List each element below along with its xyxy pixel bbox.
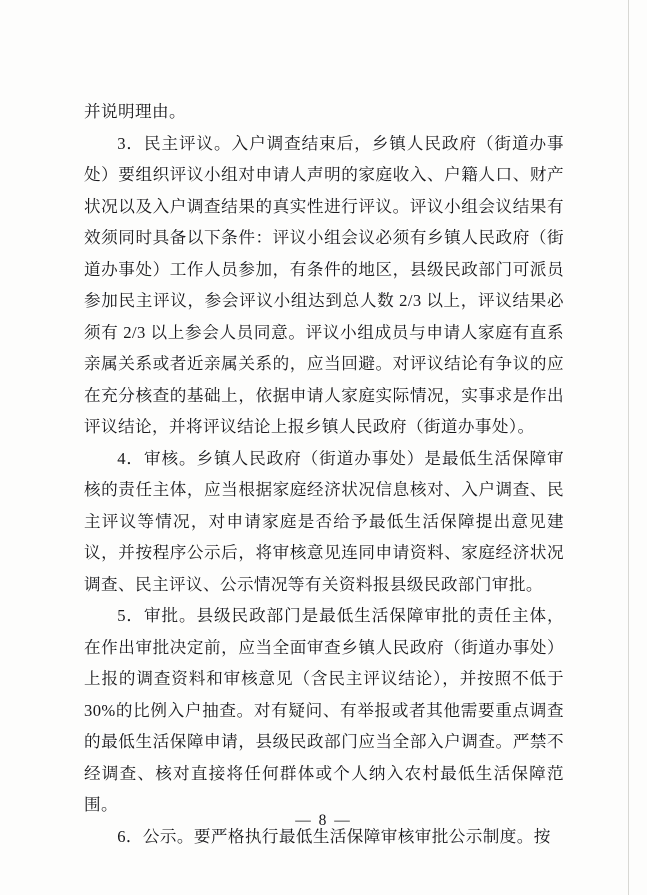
- page-footer: [0, 812, 647, 830]
- paragraph-item-3: 3．民主评议。入户调查结束后，乡镇人民政府（街道办事处）要组织评议小组对申请人声明的家庭收入、户籍人口、财产状况以及入户调查结果的真实性进行评议。评议小组会议结果有效须同时具备以下条件：评议小组会议必须有乡镇人民政府（街道办事处）工作人员参加，有条件的地区，县级民政部门可派员参加民主评议，参会评议小组达到总人数 2/3 以上，评议结果必须有 2/3 以上参会人员同意。评议小组成员与申请人家庭有直系亲属关系或者近亲属关系的，应当回避。对评议结论有争议的应在充分核查的基础上，依据申请人家庭实际情况，实事求是作出评议结论，并将评议结论上报乡镇人民政府（街道办事处）。: [84, 133, 564, 436]
- paragraph-item-6: 6．公示。要严格执行最低生活保障审核审批公示制度。按: [117, 826, 551, 846]
- paragraph-continuation: 并说明理由。: [84, 102, 186, 121]
- paragraph-item-4: 4．审核。乡镇人民政府（街道办事处）是最低生活保障审核的责任主体，应当根据家庭经济状况信息核对、入户调查、民主评议等情况，对申请家庭是否给予最低生活保障提出意见建议，并按程序公示后，将审核意见连同申请资料、家庭经济状况调查、民主评议、公示情况等有关资料报县级民政部门审批。: [84, 448, 564, 594]
- document-body: [84, 96, 564, 852]
- paragraph-item-5: 5．审批。县级民政部门是最低生活保障审批的责任主体，在作出审批决定前，应当全面审查乡镇人民政府（街道办事处）上报的调查资料和审核意见（含民主评议结论），并按照不低于 30%的比例入户抽查。对有疑问、有举报或者其他需要重点调查的最低生活保障申请，县级民政部门应当全部入户调查。严禁不经调查、核对直接将任何群体或个人纳入农村最低生活保障范围。: [84, 606, 564, 814]
- page-number: — 8 —: [295, 812, 352, 829]
- page-edge-rule: [628, 0, 629, 895]
